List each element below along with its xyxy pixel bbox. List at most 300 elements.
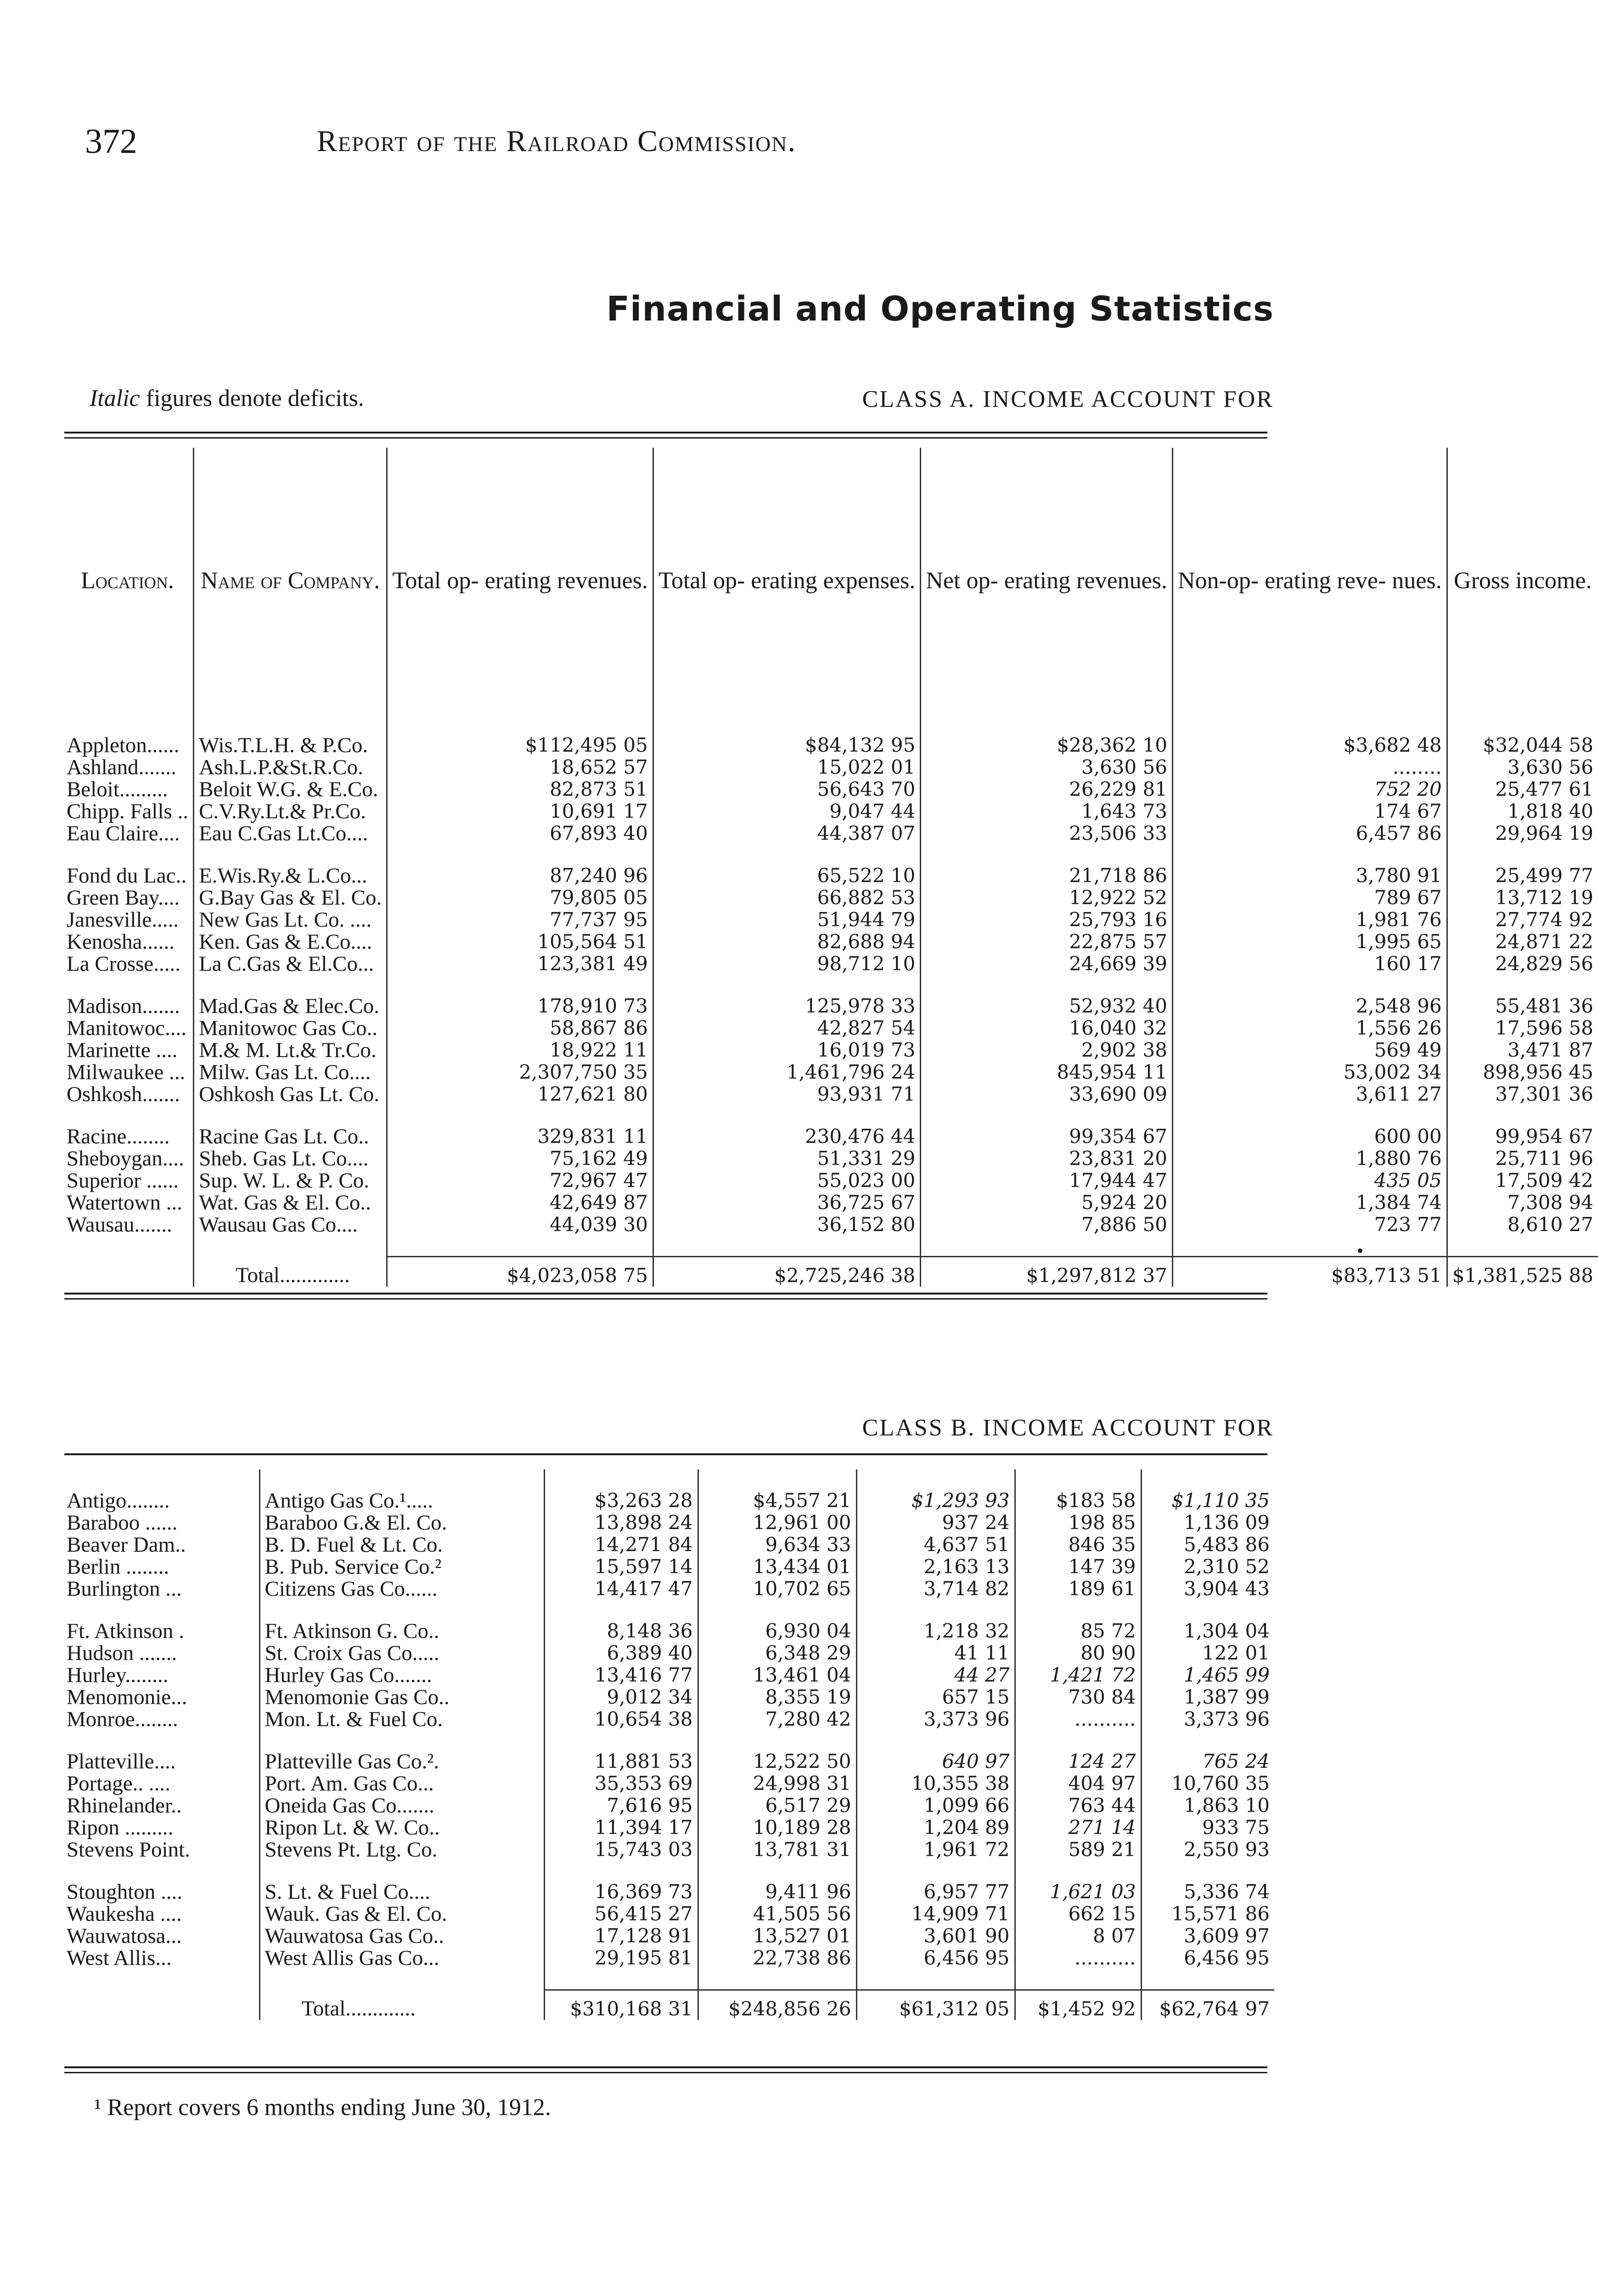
non-operating-revenues-cell: 53,002 34 xyxy=(1172,1061,1447,1083)
company-cell: Wausau Gas Co.... xyxy=(194,1214,387,1236)
net-operating-revenues-cell: 3,630 56 xyxy=(921,756,1173,778)
gross-income-cell: 99,954 67 xyxy=(1447,1125,1598,1148)
total-operating-revenues-cell: 67,893 40 xyxy=(387,822,653,844)
header-total-operating-expenses: Total op- erating expenses. xyxy=(653,448,921,714)
total-operating-expenses-cell: 125,978 33 xyxy=(653,995,921,1017)
non-operating-revenues-cell: 3,780 91 xyxy=(1172,865,1447,887)
total-operating-expenses-cell: 1,461,796 24 xyxy=(653,1061,921,1083)
net-operating-revenues-cell: 10,355 38 xyxy=(856,1773,1015,1795)
company-cell: Milw. Gas Lt. Co.... xyxy=(194,1061,387,1083)
table-row xyxy=(62,1664,1274,1686)
total-operating-expenses-cell: 93,931 71 xyxy=(653,1083,921,1105)
total-operating-expenses-cell: 15,022 01 xyxy=(653,756,921,778)
total-operating-expenses-cell: 41,505 56 xyxy=(698,1903,856,1925)
gross-income-cell: 1,818 40 xyxy=(1447,800,1598,822)
net-operating-revenues-cell: 99,354 67 xyxy=(921,1125,1173,1148)
total-operating-expenses-cell: 10,189 28 xyxy=(698,1817,856,1839)
company-cell: Sup. W. L. & P. Co. xyxy=(194,1170,387,1192)
table-row xyxy=(62,778,1598,800)
gross-income-cell: 17,509 42 xyxy=(1447,1170,1598,1192)
total-spacer xyxy=(62,1236,1598,1257)
gross-income-cell: 15,571 86 xyxy=(1141,1903,1274,1925)
location-cell: Chipp. Falls .. xyxy=(67,799,189,823)
class-b-body xyxy=(62,1469,1274,2020)
non-operating-revenues-cell: 589 21 xyxy=(1015,1839,1141,1861)
location-cell: Manitowoc.... xyxy=(67,1016,187,1040)
company-cell: Ash.L.P.&St.R.Co. xyxy=(194,756,387,778)
location-cell: Platteville.... xyxy=(67,1750,176,1773)
net-operating-revenues-cell: 640 97 xyxy=(856,1750,1015,1773)
gross-income-cell: 5,336 74 xyxy=(1141,1881,1274,1903)
location-cell: Beloit......... xyxy=(67,777,168,801)
total-operating-revenues-cell: 18,922 11 xyxy=(387,1039,653,1061)
class-b-heading: CLASS B. INCOME ACCOUNT FOR xyxy=(862,1415,1274,1441)
company-cell: Platteville Gas Co.². xyxy=(259,1750,544,1773)
table-row xyxy=(62,1708,1274,1730)
gross-income-cell: 1,387 99 xyxy=(1141,1686,1274,1708)
total-operating-revenues-cell: 105,564 51 xyxy=(387,931,653,953)
company-cell: Wauwatosa Gas Co.. xyxy=(259,1925,544,1947)
header-location: Location. xyxy=(81,568,174,594)
total-operating-expenses-cell: 36,725 67 xyxy=(653,1192,921,1214)
non-operating-revenues-cell: 160 17 xyxy=(1172,953,1447,975)
location-cell: Hudson ....... xyxy=(67,1641,177,1665)
non-operating-revenues-cell: 124 27 xyxy=(1015,1750,1141,1773)
location-cell: Janesville..... xyxy=(67,908,179,932)
company-cell: Mon. Lt. & Fuel Co. xyxy=(259,1708,544,1730)
table-row xyxy=(62,1578,1274,1600)
net-operating-revenues-cell: 1,204 89 xyxy=(856,1817,1015,1839)
non-operating-revenues-cell: 1,995 65 xyxy=(1172,931,1447,953)
gross-income-cell: 1,136 09 xyxy=(1141,1512,1274,1534)
company-cell: Ft. Atkinson G. Co.. xyxy=(259,1620,544,1642)
table-row xyxy=(62,1817,1274,1839)
location-cell: Monroe........ xyxy=(67,1707,178,1731)
gross-income-sum: $62,764 97 xyxy=(1141,1990,1274,2020)
group-spacer xyxy=(62,714,1598,734)
total-operating-expenses-cell: 7,280 42 xyxy=(698,1708,856,1730)
total-label: Total............. xyxy=(259,1990,544,2020)
location-cell: Portage.. .... xyxy=(67,1772,170,1795)
total-operating-revenues-cell: 35,353 69 xyxy=(544,1773,698,1795)
location-cell: Rhinelander.. xyxy=(67,1794,182,1818)
total-operating-expenses-cell: 12,961 00 xyxy=(698,1512,856,1534)
table-row xyxy=(62,1620,1274,1642)
location-cell: Watertown ... xyxy=(67,1191,183,1215)
company-cell: La C.Gas & El.Co... xyxy=(194,953,387,975)
header-company: Name of Company. xyxy=(194,448,387,714)
company-cell: Wat. Gas & El. Co.. xyxy=(194,1192,387,1214)
total-operating-expenses-cell: 9,634 33 xyxy=(698,1534,856,1556)
company-cell: E.Wis.Ry.& L.Co... xyxy=(194,865,387,887)
total-operating-expenses-cell: $84,132 95 xyxy=(653,734,921,756)
location-cell: Marinette .... xyxy=(67,1038,178,1062)
company-cell: Ripon Lt. & W. Co.. xyxy=(259,1817,544,1839)
total-operating-revenues-cell: 14,271 84 xyxy=(544,1534,698,1556)
total-operating-expenses-cell: $4,557 21 xyxy=(698,1490,856,1512)
non-operating-revenues-cell: 1,981 76 xyxy=(1172,909,1447,931)
non-operating-revenues-cell: 1,421 72 xyxy=(1015,1664,1141,1686)
total-empty-cell xyxy=(62,1257,194,1287)
table-row xyxy=(62,1839,1274,1861)
table-row xyxy=(62,1925,1274,1947)
group-spacer xyxy=(62,1105,1598,1125)
total-operating-revenues-cell: 42,649 87 xyxy=(387,1192,653,1214)
table-row xyxy=(62,1903,1274,1925)
total-operating-expenses-cell: 98,712 10 xyxy=(653,953,921,975)
gross-income-cell: 25,711 96 xyxy=(1447,1148,1598,1170)
net-operating-revenues-cell: 52,932 40 xyxy=(921,995,1173,1017)
total-operating-revenues-cell: 13,416 77 xyxy=(544,1664,698,1686)
company-cell: Port. Am. Gas Co... xyxy=(259,1773,544,1795)
net-operating-revenues-cell: 1,961 72 xyxy=(856,1839,1015,1861)
net-operating-revenues-cell: $1,293 93 xyxy=(856,1490,1015,1512)
footnote: ¹ Report covers 6 months ending June 30, 1912. xyxy=(94,2094,551,2121)
total-operating-expenses-cell: 9,047 44 xyxy=(653,800,921,822)
total-operating-revenues-cell: 15,597 14 xyxy=(544,1556,698,1578)
gross-income-cell: 2,550 93 xyxy=(1141,1839,1274,1861)
non-operating-revenues-sum: $1,452 92 xyxy=(1015,1990,1141,2020)
location-cell: Eau Claire.... xyxy=(67,822,180,845)
company-cell: Oshkosh Gas Lt. Co. xyxy=(194,1083,387,1105)
net-operating-revenues-cell: 44 27 xyxy=(856,1664,1015,1686)
total-operating-expenses-cell: 13,527 01 xyxy=(698,1925,856,1947)
non-operating-revenues-sum: $83,713 51 xyxy=(1172,1257,1447,1287)
total-operating-revenues-cell: 56,415 27 xyxy=(544,1903,698,1925)
gross-income-cell: 1,304 04 xyxy=(1141,1620,1274,1642)
company-cell: Racine Gas Lt. Co.. xyxy=(194,1125,387,1148)
location-cell: Menomonie... xyxy=(67,1685,187,1709)
non-operating-revenues-cell: 1,384 74 xyxy=(1172,1192,1447,1214)
non-operating-revenues-cell: 85 72 xyxy=(1015,1620,1141,1642)
total-operating-expenses-cell: 12,522 50 xyxy=(698,1750,856,1773)
location-cell: West Allis... xyxy=(67,1946,172,1970)
location-cell: Ripon ......... xyxy=(67,1816,174,1840)
table-row xyxy=(62,1642,1274,1664)
header-total-operating-revenues: Total op- erating revenues. xyxy=(387,448,653,714)
class-b-bottom-rule-2 xyxy=(64,2072,1267,2073)
total-operating-expenses-cell: 56,643 70 xyxy=(653,778,921,800)
non-operating-revenues-cell: .......... xyxy=(1015,1947,1141,1969)
gross-income-cell: 10,760 35 xyxy=(1141,1773,1274,1795)
total-operating-expenses-cell: 6,517 29 xyxy=(698,1795,856,1817)
edge-dot: • xyxy=(1357,1240,1364,1261)
net-operating-revenues-cell: 16,040 32 xyxy=(921,1017,1173,1039)
net-operating-revenues-cell: 3,373 96 xyxy=(856,1708,1015,1730)
net-operating-revenues-cell: 1,218 32 xyxy=(856,1620,1015,1642)
non-operating-revenues-cell: 198 85 xyxy=(1015,1512,1141,1534)
company-cell: St. Croix Gas Co..... xyxy=(259,1642,544,1664)
net-operating-revenues-cell: 1,643 73 xyxy=(921,800,1173,822)
gross-income-cell: 7,308 94 xyxy=(1447,1192,1598,1214)
net-operating-revenues-cell: 2,163 13 xyxy=(856,1556,1015,1578)
gross-income-sum: $1,381,525 88 xyxy=(1447,1257,1598,1287)
total-empty-cell xyxy=(62,1990,259,2020)
non-operating-revenues-cell: 404 97 xyxy=(1015,1773,1141,1795)
gross-income-cell: 2,310 52 xyxy=(1141,1556,1274,1578)
gross-income-cell: 1,863 10 xyxy=(1141,1795,1274,1817)
total-spacer xyxy=(62,1969,1274,1990)
total-operating-expenses-cell: 6,930 04 xyxy=(698,1620,856,1642)
total-operating-expenses-cell: 230,476 44 xyxy=(653,1125,921,1148)
company-cell: S. Lt. & Fuel Co.... xyxy=(259,1881,544,1903)
net-operating-revenues-cell: 3,601 90 xyxy=(856,1925,1015,1947)
total-operating-revenues-sum: $310,168 31 xyxy=(544,1990,698,2020)
gross-income-cell: 3,471 87 xyxy=(1447,1039,1598,1061)
total-operating-expenses-sum: $2,725,246 38 xyxy=(653,1257,921,1287)
non-operating-revenues-cell: 3,611 27 xyxy=(1172,1083,1447,1105)
total-operating-revenues-cell: 178,910 73 xyxy=(387,995,653,1017)
location-cell: Stoughton .... xyxy=(67,1880,183,1904)
total-operating-revenues-cell: 58,867 86 xyxy=(387,1017,653,1039)
group-spacer xyxy=(62,975,1598,995)
non-operating-revenues-cell: 189 61 xyxy=(1015,1578,1141,1600)
table-row xyxy=(62,1083,1598,1105)
non-operating-revenues-cell: 662 15 xyxy=(1015,1903,1141,1925)
net-operating-revenues-cell: 22,875 57 xyxy=(921,931,1173,953)
location-cell: Antigo........ xyxy=(67,1489,170,1513)
class-b-table xyxy=(62,1469,1274,2020)
total-operating-revenues-cell: 9,012 34 xyxy=(544,1686,698,1708)
non-operating-revenues-cell: $3,682 48 xyxy=(1172,734,1447,756)
header-net-operating-revenues: Net op- erating revenues. xyxy=(921,448,1173,714)
total-operating-revenues-cell: 7,616 95 xyxy=(544,1795,698,1817)
table-row xyxy=(62,1039,1598,1061)
gross-income-cell: 3,373 96 xyxy=(1141,1708,1274,1730)
total-operating-revenues-cell: 123,381 49 xyxy=(387,953,653,975)
group-spacer xyxy=(62,1730,1274,1750)
gross-income-cell: 3,630 56 xyxy=(1447,756,1598,778)
class-a-bottom-rule xyxy=(64,1293,1267,1294)
non-operating-revenues-cell: 435 05 xyxy=(1172,1170,1447,1192)
net-operating-revenues-cell: 33,690 09 xyxy=(921,1083,1173,1105)
net-operating-revenues-cell: 41 11 xyxy=(856,1642,1015,1664)
non-operating-revenues-cell: 6,457 86 xyxy=(1172,822,1447,844)
non-operating-revenues-cell: 174 67 xyxy=(1172,800,1447,822)
gross-income-cell: 5,483 86 xyxy=(1141,1534,1274,1556)
total-operating-expenses-cell: 9,411 96 xyxy=(698,1881,856,1903)
table-row xyxy=(62,1556,1274,1578)
total-operating-expenses-cell: 66,882 53 xyxy=(653,887,921,909)
location-cell: Beaver Dam.. xyxy=(67,1533,186,1557)
header-non-operating-revenues: Non-op- erating reve- nues. xyxy=(1172,448,1447,714)
gross-income-cell: 37,301 36 xyxy=(1447,1083,1598,1105)
company-cell: Antigo Gas Co.¹..... xyxy=(259,1490,544,1512)
net-operating-revenues-cell: $28,362 10 xyxy=(921,734,1173,756)
location-cell: Green Bay.... xyxy=(67,886,180,910)
net-operating-revenues-cell: 24,669 39 xyxy=(921,953,1173,975)
gross-income-cell: $1,110 35 xyxy=(1141,1490,1274,1512)
non-operating-revenues-cell: ........ xyxy=(1172,756,1447,778)
total-operating-expenses-cell: 22,738 86 xyxy=(698,1947,856,1969)
non-operating-revenues-cell: 147 39 xyxy=(1015,1556,1141,1578)
total-operating-revenues-cell: 15,743 03 xyxy=(544,1839,698,1861)
net-operating-revenues-cell: 657 15 xyxy=(856,1686,1015,1708)
gross-income-cell: 898,956 45 xyxy=(1447,1061,1598,1083)
location-cell: Appleton...... xyxy=(67,733,180,757)
class-a-heading: CLASS A. INCOME ACCOUNT FOR xyxy=(862,386,1274,412)
non-operating-revenues-cell: .......... xyxy=(1015,1708,1141,1730)
total-operating-expenses-cell: 13,434 01 xyxy=(698,1556,856,1578)
net-operating-revenues-cell: 1,099 66 xyxy=(856,1795,1015,1817)
table-row xyxy=(62,1192,1598,1214)
table-row xyxy=(62,865,1598,887)
group-spacer xyxy=(62,844,1598,865)
group-spacer xyxy=(62,1469,1274,1490)
gross-income-cell: 3,609 97 xyxy=(1141,1925,1274,1947)
non-operating-revenues-cell: 2,548 96 xyxy=(1172,995,1447,1017)
table-row xyxy=(62,909,1598,931)
net-operating-revenues-cell: 6,456 95 xyxy=(856,1947,1015,1969)
total-operating-expenses-cell: 8,355 19 xyxy=(698,1686,856,1708)
total-operating-expenses-cell: 82,688 94 xyxy=(653,931,921,953)
non-operating-revenues-cell: 730 84 xyxy=(1015,1686,1141,1708)
location-cell: Racine........ xyxy=(67,1125,170,1148)
company-cell: Wis.T.L.H. & P.Co. xyxy=(194,734,387,756)
net-operating-revenues-cell: 21,718 86 xyxy=(921,865,1173,887)
total-operating-revenues-cell: 10,654 38 xyxy=(544,1708,698,1730)
location-cell: Burlington ... xyxy=(67,1577,182,1601)
total-operating-expenses-cell: 36,152 80 xyxy=(653,1214,921,1236)
page-number: 372 xyxy=(85,122,137,161)
total-operating-revenues-cell: 14,417 47 xyxy=(544,1578,698,1600)
gross-income-cell: 3,904 43 xyxy=(1141,1578,1274,1600)
total-operating-expenses-cell: 51,944 79 xyxy=(653,909,921,931)
non-operating-revenues-cell: 1,556 26 xyxy=(1172,1017,1447,1039)
table-row xyxy=(62,953,1598,975)
company-cell: C.V.Ry.Lt.& Pr.Co. xyxy=(194,800,387,822)
header-gross-income: Gross income. xyxy=(1447,448,1598,714)
total-operating-revenues-cell: 44,039 30 xyxy=(387,1214,653,1236)
total-operating-revenues-cell: 16,369 73 xyxy=(544,1881,698,1903)
table-row xyxy=(62,1512,1274,1534)
company-cell: B. D. Fuel & Lt. Co. xyxy=(259,1534,544,1556)
class-b-top-rule xyxy=(64,1453,1267,1455)
gross-income-cell: $32,044 58 xyxy=(1447,734,1598,756)
company-cell: Citizens Gas Co...... xyxy=(259,1578,544,1600)
location-cell: Ashland....... xyxy=(67,755,176,779)
company-cell: B. Pub. Service Co.² xyxy=(259,1556,544,1578)
total-operating-expenses-cell: 16,019 73 xyxy=(653,1039,921,1061)
gross-income-cell: 24,871 22 xyxy=(1447,931,1598,953)
location-cell: Sheboygan.... xyxy=(67,1147,184,1171)
total-operating-revenues-cell: 29,195 81 xyxy=(544,1947,698,1969)
net-operating-revenues-cell: 3,714 82 xyxy=(856,1578,1015,1600)
gross-income-cell: 17,596 58 xyxy=(1447,1017,1598,1039)
location-cell: Milwaukee ... xyxy=(67,1060,186,1084)
non-operating-revenues-cell: 1,880 76 xyxy=(1172,1148,1447,1170)
group-spacer xyxy=(62,1861,1274,1881)
total-operating-expenses-cell: 65,522 10 xyxy=(653,865,921,887)
class-b-bottom-rule xyxy=(64,2066,1267,2068)
location-cell: Oshkosh....... xyxy=(67,1082,180,1106)
non-operating-revenues-cell: 600 00 xyxy=(1172,1125,1447,1148)
net-operating-revenues-cell: 23,831 20 xyxy=(921,1148,1173,1170)
gross-income-cell: 933 75 xyxy=(1141,1817,1274,1839)
company-cell: Menomonie Gas Co.. xyxy=(259,1686,544,1708)
gross-income-cell: 8,610 27 xyxy=(1447,1214,1598,1236)
net-operating-revenues-cell: 7,886 50 xyxy=(921,1214,1173,1236)
gross-income-cell: 55,481 36 xyxy=(1447,995,1598,1017)
gross-income-cell: 25,477 61 xyxy=(1447,778,1598,800)
net-operating-revenues-cell: 25,793 16 xyxy=(921,909,1173,931)
total-operating-revenues-cell: 6,389 40 xyxy=(544,1642,698,1664)
class-a-table xyxy=(62,448,1598,1287)
table-row xyxy=(62,887,1598,909)
gross-income-cell: 765 24 xyxy=(1141,1750,1274,1773)
company-cell: Beloit W.G. & E.Co. xyxy=(194,778,387,800)
note-text: figures denote deficits. xyxy=(140,385,364,411)
net-operating-revenues-cell: 4,637 51 xyxy=(856,1534,1015,1556)
table-row xyxy=(62,1061,1598,1083)
net-operating-revenues-cell: 14,909 71 xyxy=(856,1903,1015,1925)
note-italic-word: Italic xyxy=(90,385,140,411)
company-cell: Mad.Gas & Elec.Co. xyxy=(194,995,387,1017)
company-cell: Eau C.Gas Lt.Co.... xyxy=(194,822,387,844)
company-cell: G.Bay Gas & El. Co. xyxy=(194,887,387,909)
group-spacer xyxy=(62,1600,1274,1620)
total-row xyxy=(62,1990,1274,2020)
running-head: Report of the Railroad Commission. xyxy=(317,124,796,158)
total-operating-expenses-cell: 24,998 31 xyxy=(698,1773,856,1795)
table-row xyxy=(62,1017,1598,1039)
page-title: Financial and Operating Statistics xyxy=(606,289,1274,329)
location-cell: La Crosse..... xyxy=(67,952,181,976)
total-row xyxy=(62,1257,1598,1287)
non-operating-revenues-cell: 846 35 xyxy=(1015,1534,1141,1556)
company-cell: Wauk. Gas & El. Co. xyxy=(259,1903,544,1925)
company-cell: Baraboo G.& El. Co. xyxy=(259,1512,544,1534)
net-operating-revenues-cell: 845,954 11 xyxy=(921,1061,1173,1083)
non-operating-revenues-cell: 723 77 xyxy=(1172,1214,1447,1236)
company-cell: M.& M. Lt.& Tr.Co. xyxy=(194,1039,387,1061)
location-cell: Hurley........ xyxy=(67,1663,169,1687)
table-row xyxy=(62,1534,1274,1556)
company-cell: New Gas Lt. Co. .... xyxy=(194,909,387,931)
total-operating-revenues-sum: $4,023,058 75 xyxy=(387,1257,653,1287)
non-operating-revenues-cell: 8 07 xyxy=(1015,1925,1141,1947)
non-operating-revenues-cell: 789 67 xyxy=(1172,887,1447,909)
company-cell: Ken. Gas & E.Co.... xyxy=(194,931,387,953)
total-operating-revenues-cell: 10,691 17 xyxy=(387,800,653,822)
net-operating-revenues-cell: 6,957 77 xyxy=(856,1881,1015,1903)
table-row xyxy=(62,931,1598,953)
location-cell: Fond du Lac.. xyxy=(67,864,187,888)
location-cell: Wausau....... xyxy=(67,1213,172,1237)
total-operating-expenses-cell: 44,387 07 xyxy=(653,822,921,844)
net-operating-revenues-cell: 937 24 xyxy=(856,1512,1015,1534)
total-operating-revenues-cell: 13,898 24 xyxy=(544,1512,698,1534)
table-row xyxy=(62,1881,1274,1903)
location-cell: Superior ...... xyxy=(67,1169,179,1193)
non-operating-revenues-cell: 271 14 xyxy=(1015,1817,1141,1839)
non-operating-revenues-cell: 80 90 xyxy=(1015,1642,1141,1664)
total-operating-expenses-sum: $248,856 26 xyxy=(698,1990,856,2020)
location-cell: Berlin ........ xyxy=(67,1555,169,1579)
gross-income-cell: 29,964 19 xyxy=(1447,822,1598,844)
table-row xyxy=(62,1214,1598,1236)
total-operating-revenues-cell: 18,652 57 xyxy=(387,756,653,778)
table-row xyxy=(62,1947,1274,1969)
table-row xyxy=(62,1125,1598,1148)
table-row xyxy=(62,995,1598,1017)
table-row xyxy=(62,1750,1274,1773)
total-operating-revenues-cell: 329,831 11 xyxy=(387,1125,653,1148)
location-cell: Waukesha .... xyxy=(67,1902,182,1926)
total-operating-revenues-cell: 11,394 17 xyxy=(544,1817,698,1839)
total-operating-revenues-cell: 127,621 80 xyxy=(387,1083,653,1105)
non-operating-revenues-cell: 752 20 xyxy=(1172,778,1447,800)
